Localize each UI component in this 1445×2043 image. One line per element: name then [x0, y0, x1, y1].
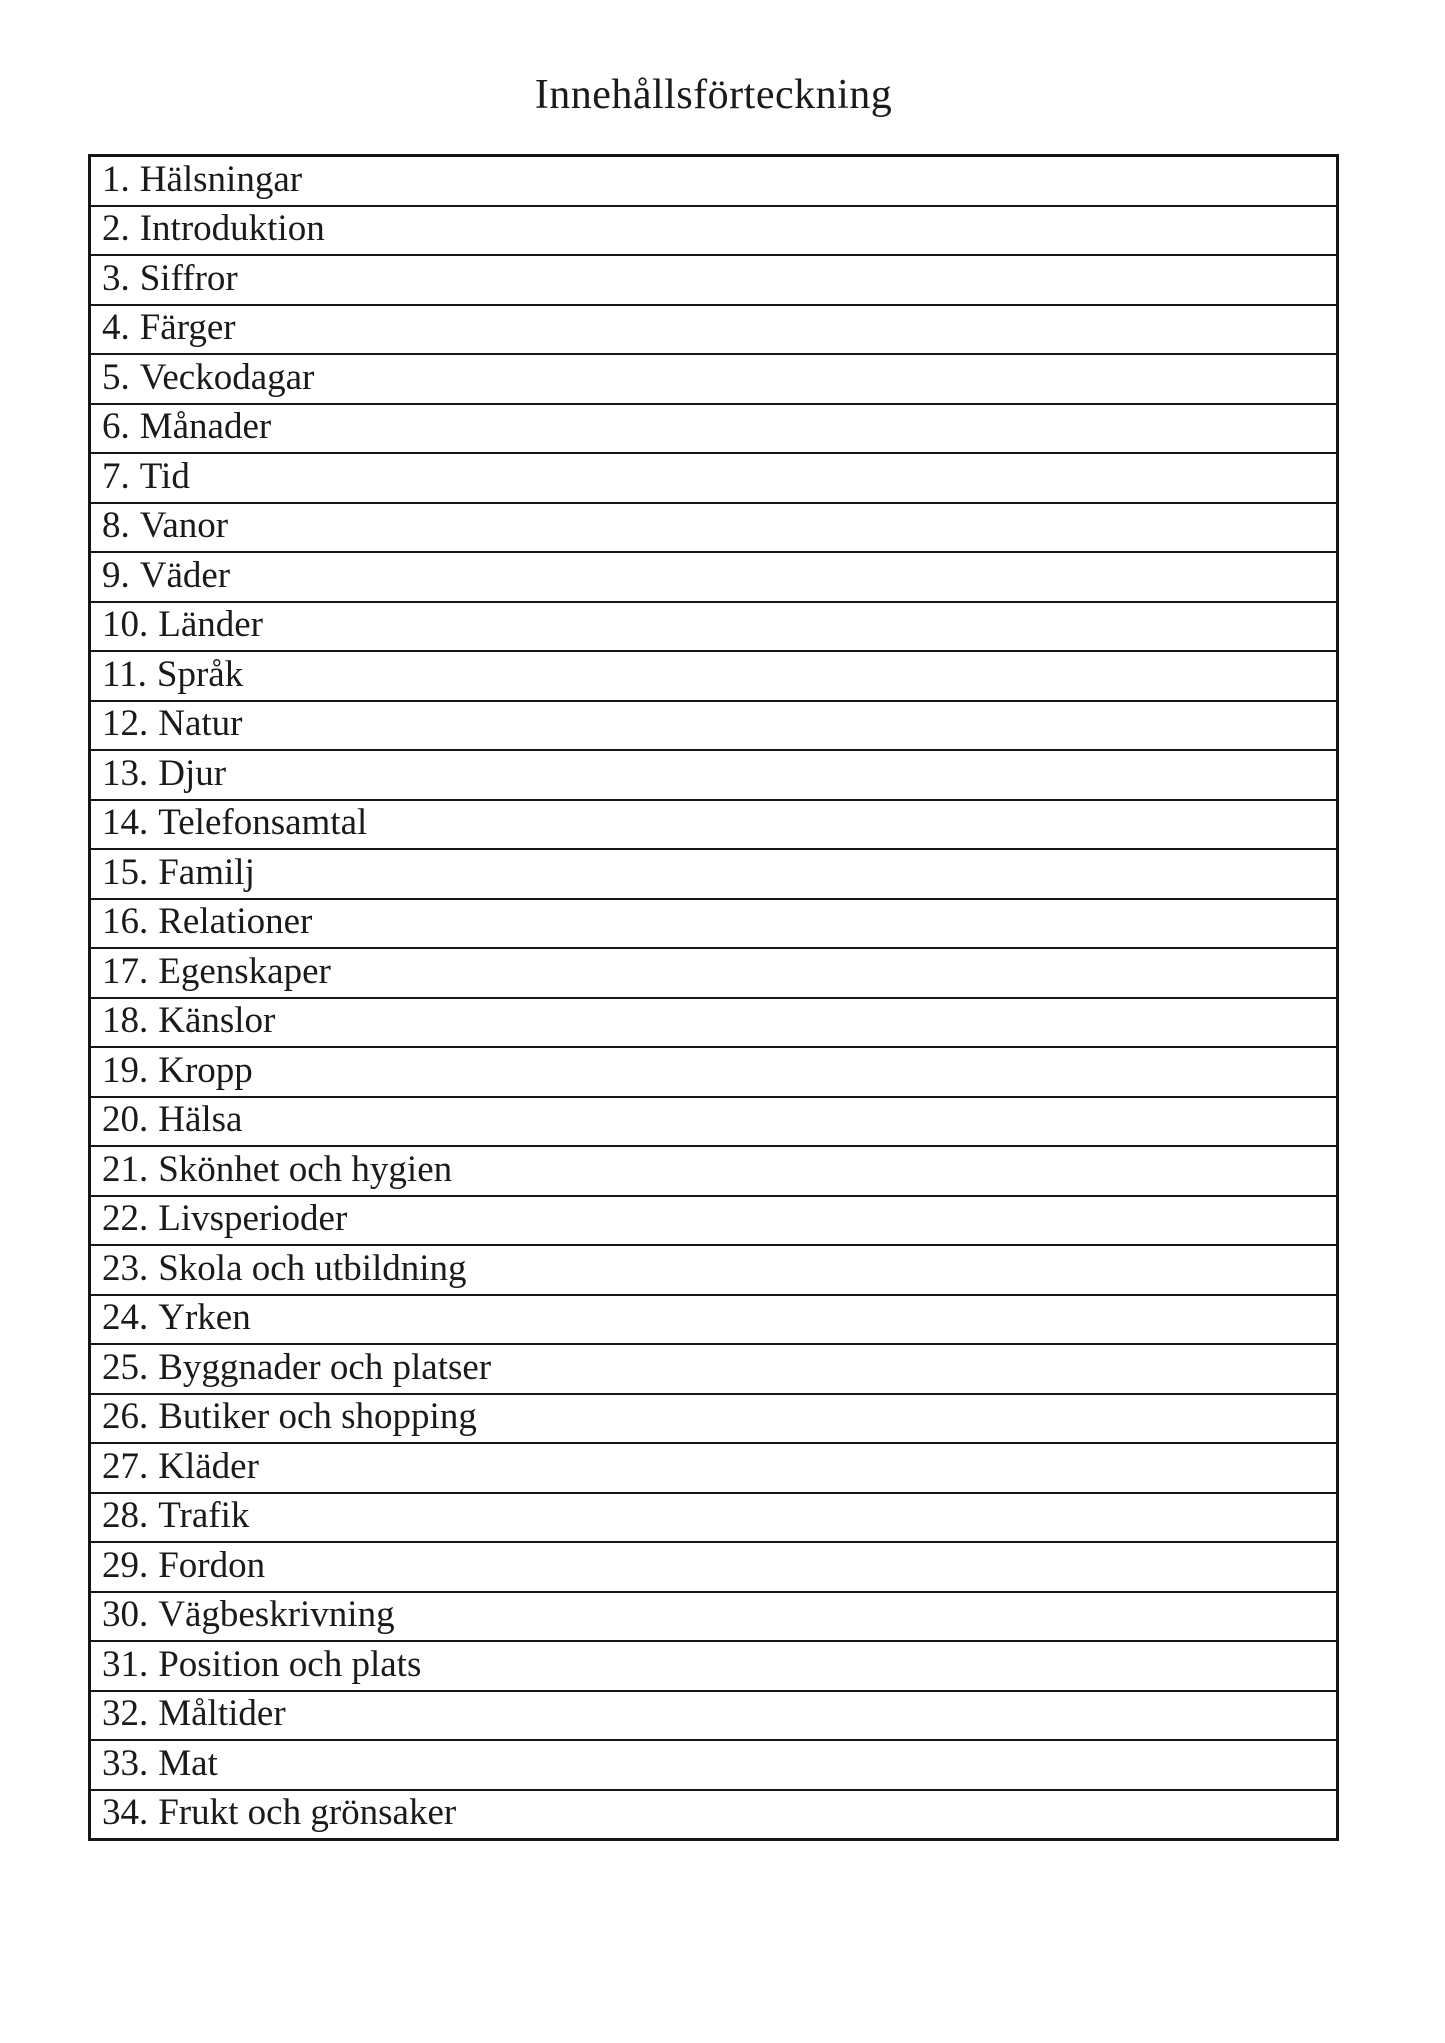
toc-row [90, 305, 1338, 355]
toc-entry-label: Skola och utbildning [158, 1247, 467, 1289]
toc-entry-number: 7. [102, 455, 130, 497]
toc-row [90, 1691, 1338, 1741]
toc-entry-number: 10. [102, 604, 149, 646]
toc-cell [90, 1394, 1338, 1444]
toc-cell [90, 1344, 1338, 1394]
toc-entry-number: 24. [102, 1297, 149, 1339]
toc-entry-label: Butiker och shopping [158, 1396, 477, 1438]
toc-cell [90, 1443, 1338, 1493]
toc-entry-number: 18. [102, 1000, 149, 1042]
toc-entry-number: 11. [102, 653, 147, 695]
toc-row [90, 1146, 1338, 1196]
toc-row [90, 602, 1338, 652]
toc-cell [90, 701, 1338, 751]
toc-table-body [90, 156, 1338, 1840]
toc-entry-label: Kropp [158, 1049, 253, 1091]
toc-cell [90, 1295, 1338, 1345]
page-title: Innehållsförteckning [534, 72, 893, 118]
toc-row [90, 404, 1338, 454]
toc-cell [90, 1097, 1338, 1147]
toc-entry-label: Telefonsamtal [158, 802, 368, 844]
toc-entry-number: 1. [102, 158, 130, 200]
toc-row [90, 1740, 1338, 1790]
toc-cell [90, 750, 1338, 800]
toc-entry-label: Kläder [158, 1445, 259, 1487]
toc-cell [90, 156, 1338, 206]
toc-entry-label: Fordon [158, 1544, 266, 1586]
toc-row [90, 1097, 1338, 1147]
toc-row [90, 948, 1338, 998]
toc-entry-label: Familj [158, 851, 255, 893]
toc-entry-number: 2. [102, 208, 130, 250]
toc-cell [90, 206, 1338, 256]
toc-cell [90, 453, 1338, 503]
toc-cell [90, 1740, 1338, 1790]
toc-row [90, 552, 1338, 602]
toc-row [90, 1394, 1338, 1444]
toc-cell [90, 1196, 1338, 1246]
toc-entry-label: Måltider [158, 1693, 286, 1735]
toc-row [90, 1592, 1338, 1642]
toc-entry-label: Byggnader och platser [158, 1346, 492, 1388]
toc-entry-label: Månader [139, 406, 272, 448]
toc-entry-label: Siffror [139, 257, 238, 299]
toc-row [90, 849, 1338, 899]
toc-entry-label: Språk [156, 653, 244, 695]
toc-cell [90, 998, 1338, 1048]
toc-entry-label: Länder [158, 604, 264, 646]
toc-row [90, 998, 1338, 1048]
toc-row [90, 800, 1338, 850]
toc-cell [90, 849, 1338, 899]
toc-entry-label: Egenskaper [158, 950, 331, 992]
toc-entry-number: 16. [102, 901, 149, 943]
toc-row [90, 1542, 1338, 1592]
toc-entry-number: 9. [102, 554, 130, 596]
toc-entry-number: 3. [102, 257, 130, 299]
toc-row [90, 206, 1338, 256]
toc-entry-label: Position och plats [158, 1643, 422, 1685]
toc-row [90, 701, 1338, 751]
toc-row [90, 899, 1338, 949]
toc-entry-label: Känslor [158, 1000, 276, 1042]
toc-entry-number: 12. [102, 703, 149, 745]
toc-row [90, 750, 1338, 800]
toc-row [90, 1295, 1338, 1345]
toc-entry-number: 31. [102, 1643, 149, 1685]
toc-row [90, 651, 1338, 701]
toc-cell [90, 305, 1338, 355]
toc-entry-number: 22. [102, 1198, 149, 1240]
toc-entry-label: Hälsa [158, 1099, 243, 1141]
toc-cell [90, 602, 1338, 652]
toc-entry-number: 19. [102, 1049, 149, 1091]
toc-entry-label: Veckodagar [139, 356, 315, 398]
toc-entry-label: Natur [158, 703, 243, 745]
toc-row [90, 1047, 1338, 1097]
toc-row [90, 1641, 1338, 1691]
toc-row [90, 1790, 1338, 1840]
toc-entry-label: Väder [139, 554, 231, 596]
toc-entry-number: 23. [102, 1247, 149, 1289]
toc-entry-number: 28. [102, 1495, 149, 1537]
toc-entry-label: Skönhet och hygien [158, 1148, 453, 1190]
toc-row [90, 156, 1338, 206]
toc-entry-label: Livsperioder [158, 1198, 348, 1240]
toc-entry-label: Tid [139, 455, 190, 497]
toc-entry-label: Djur [158, 752, 227, 794]
toc-entry-number: 14. [102, 802, 149, 844]
toc-entry-label: Färger [139, 307, 236, 349]
toc-cell [90, 1047, 1338, 1097]
toc-cell [90, 1641, 1338, 1691]
toc-cell [90, 1493, 1338, 1543]
toc-entry-number: 8. [102, 505, 130, 547]
toc-cell [90, 800, 1338, 850]
toc-cell [90, 651, 1338, 701]
toc-entry-number: 32. [102, 1693, 149, 1735]
toc-row [90, 1196, 1338, 1246]
toc-cell [90, 1146, 1338, 1196]
toc-entry-number: 27. [102, 1445, 149, 1487]
toc-cell [90, 503, 1338, 553]
toc-cell [90, 1790, 1338, 1840]
toc-row [90, 1443, 1338, 1493]
toc-entry-number: 15. [102, 851, 149, 893]
toc-entry-number: 25. [102, 1346, 149, 1388]
toc-entry-number: 34. [102, 1792, 149, 1834]
toc-cell [90, 354, 1338, 404]
toc-cell [90, 1245, 1338, 1295]
toc-cell [90, 1592, 1338, 1642]
toc-entry-number: 4. [102, 307, 130, 349]
toc-entry-label: Vanor [139, 505, 229, 547]
toc-entry-number: 6. [102, 406, 130, 448]
toc-entry-number: 5. [102, 356, 130, 398]
toc-entry-number: 13. [102, 752, 149, 794]
toc-entry-label: Introduktion [139, 208, 325, 250]
toc-entry-label: Yrken [158, 1297, 251, 1339]
toc-entry-label: Relationer [158, 901, 313, 943]
toc-row [90, 453, 1338, 503]
toc-cell [90, 1691, 1338, 1741]
toc-row [90, 354, 1338, 404]
toc-row [90, 1493, 1338, 1543]
toc-entry-label: Hälsningar [139, 158, 303, 200]
toc-cell [90, 404, 1338, 454]
toc-row [90, 1245, 1338, 1295]
toc-row [90, 1344, 1338, 1394]
toc-cell [90, 899, 1338, 949]
toc-entry-label: Mat [158, 1742, 218, 1784]
toc-entry-number: 29. [102, 1544, 149, 1586]
toc-entry-label: Vägbeskrivning [158, 1594, 395, 1636]
toc-cell [90, 255, 1338, 305]
toc-cell [90, 948, 1338, 998]
toc-entry-number: 26. [102, 1396, 149, 1438]
toc-entry-number: 30. [102, 1594, 149, 1636]
toc-entry-number: 21. [102, 1148, 149, 1190]
toc-cell [90, 1542, 1338, 1592]
toc-row [90, 503, 1338, 553]
toc-row [90, 255, 1338, 305]
toc-entry-number: 20. [102, 1099, 149, 1141]
toc-entry-label: Frukt och grönsaker [158, 1792, 457, 1834]
toc-entry-label: Trafik [158, 1495, 250, 1537]
toc-table [88, 154, 1339, 1841]
toc-entry-number: 17. [102, 950, 149, 992]
toc-cell [90, 552, 1338, 602]
toc-entry-number: 33. [102, 1742, 149, 1784]
